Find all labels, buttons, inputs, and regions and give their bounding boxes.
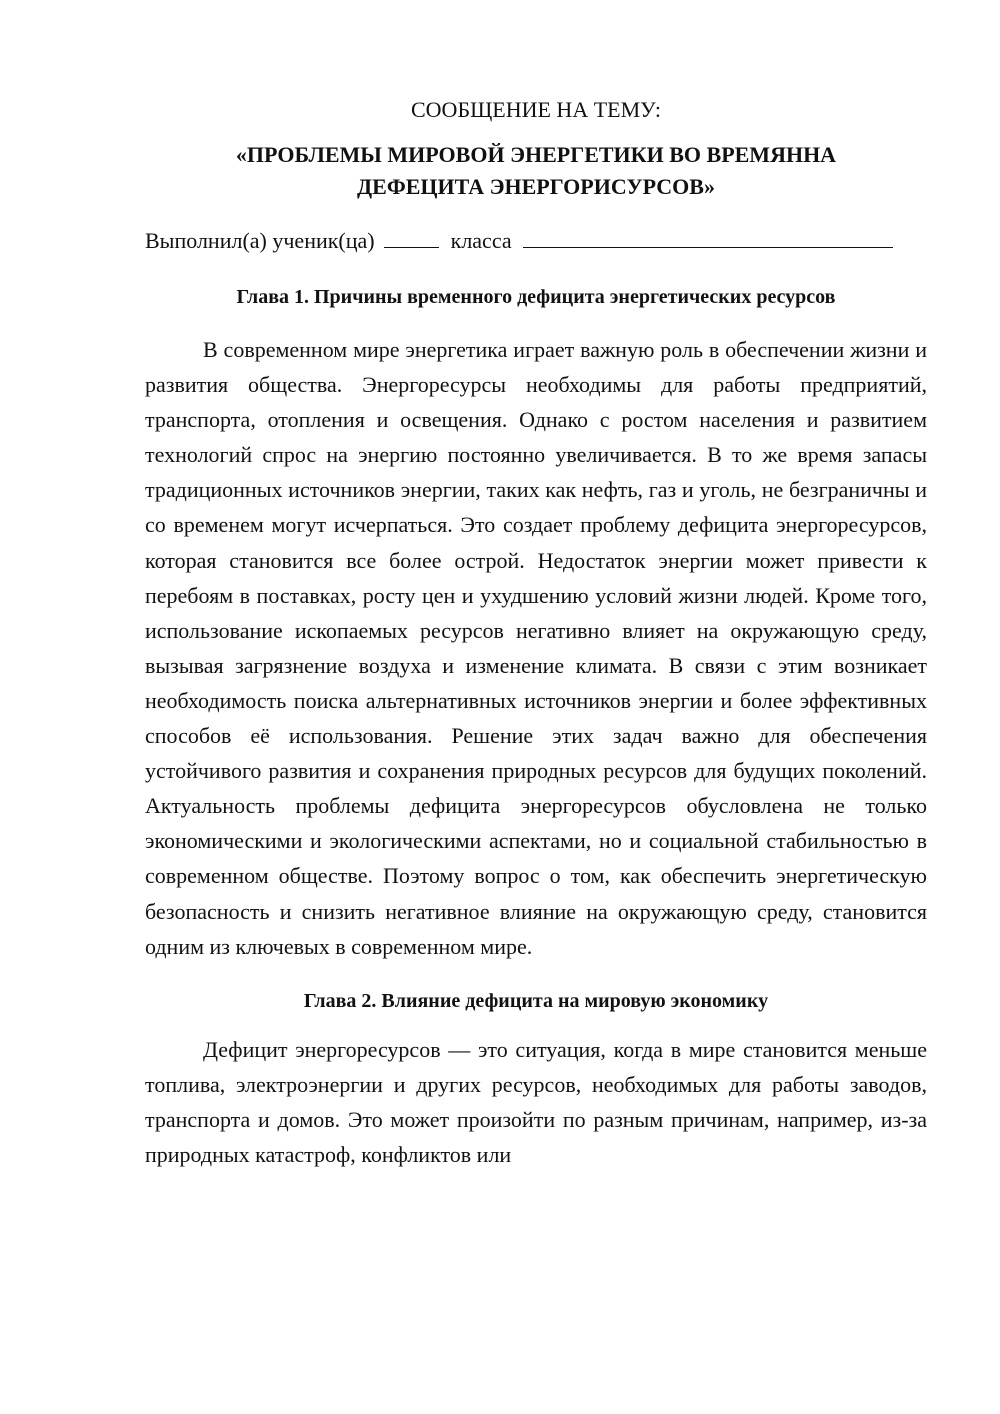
chapter-2-paragraph: Дефицит энергоресурсов — это ситуация, когда в мире становится меньше топлива, электроэнергии и других ресурсов, необходимых для работы заводов, транспорта и домов. Это может произойти по разным причинам, например, из-за природных катастроф, конфликтов или [145, 1036, 927, 1167]
author-line [145, 225, 927, 256]
chapter-2-heading: Глава 2. Влияние дефицита на мировую экономику [303, 989, 769, 1012]
performed-by-label: Выполнил(а) ученик(ца) [145, 228, 375, 253]
document-content [145, 95, 927, 1172]
document-title-line-1: «ПРОБЛЕМЫ МИРОВОЙ ЭНЕРГЕТИКИ ВО ВРЕМЯННА [235, 142, 837, 167]
chapter-1-paragraph: В современном мире энергетика играет важную роль в обеспечении жизни и развития общества. Энергоресурсы необходимы для работы предприятий, транспорта, отопления и освещения. Однако с ростом населения и развитием технологий спрос на энергию постоянно увеличивается. В то же время запасы традиционных источников энергии, таких как нефть, газ и уголь, не безграничны и со временем могут исчерпаться. Это создает проблему дефицита энергоресурсов, которая становится все более острой. Недостаток энергии может привести к перебоям в поставках, росту цен и ухудшению условий жизни людей. Кроме того, использование ископаемых ресурсов негативно влияет на окружающую среду, вызывая загрязнение воздуха и изменение климата. В связи с этим возникает необходимость поиска альтернативных источников энергии и более эффективных способов её использования. Решение этих задач важно для обеспечения устойчивого развития и сохранения природных ресурсов для будущих поколений. Актуальность проблемы дефицита энергоресурсов обусловлена не только экономическими и экологическими аспектами, но и социальной стабильностью в современном обществе. Поэтому вопрос о том, как обеспечить энергетическую безопасность и снизить негативное влияние на окружающую среду, становится одним из ключевых в современном мире. [145, 337, 927, 959]
document-title-line-2: ДЕФЕЦИТА ЭНЕРГОРИСУРСОВ» [357, 174, 715, 199]
class-blank-field [384, 225, 439, 248]
class-label: класса [450, 228, 512, 253]
chapter-1-heading: Глава 1. Причины временного дефицита энергетических ресурсов [236, 286, 836, 308]
name-blank-field [523, 225, 893, 248]
document-topic-label: СООБЩЕНИЕ НА ТЕМУ: [411, 97, 661, 122]
